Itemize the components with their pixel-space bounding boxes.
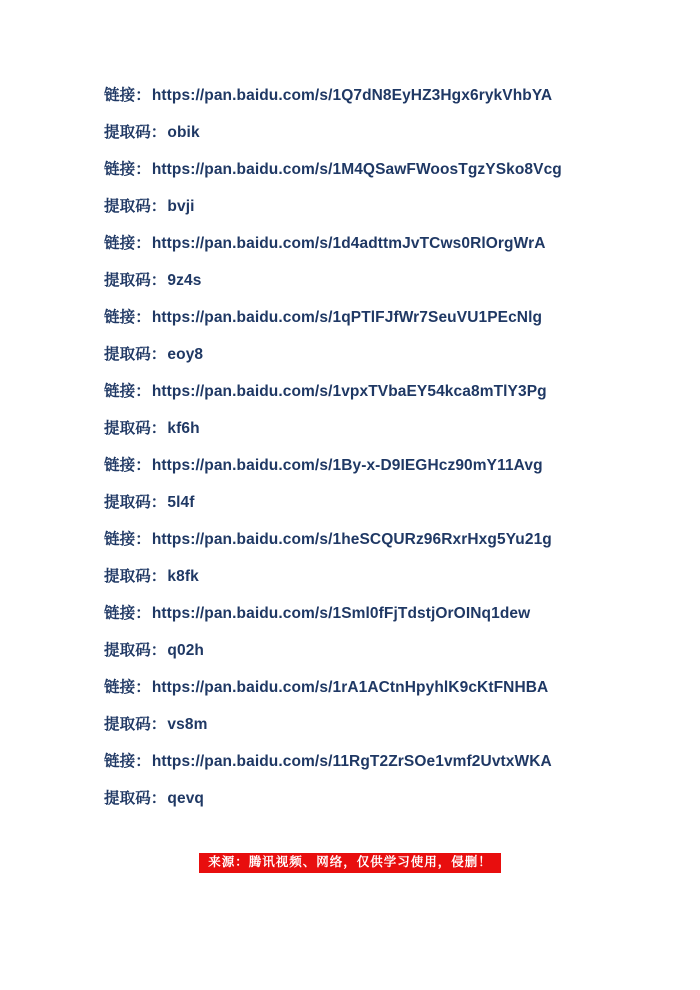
link-line [104,680,660,696]
link-line [104,236,660,252]
code-value: 9z4s [167,272,202,289]
link-label: 链接： [104,87,151,104]
link-label: 链接： [104,383,151,400]
link-line [104,606,660,622]
link-line [104,532,660,548]
code-line [104,643,660,659]
link-label: 链接： [104,457,151,474]
link-label: 链接： [104,235,151,252]
code-value: 5l4f [167,494,195,511]
code-line [104,199,660,215]
code-value: kf6h [167,420,200,437]
code-label: 提取码： [104,494,167,511]
code-line [104,791,660,807]
code-line [104,495,660,511]
code-line [104,569,660,585]
link-url: https://pan.baidu.com/s/1vpxTVbaEY54kca8mTlY3Pg [151,383,547,400]
link-label: 链接： [104,753,151,770]
code-value: qevq [167,790,204,807]
code-line [104,347,660,363]
link-line [104,458,660,474]
footer [0,853,700,873]
code-value: obik [167,124,200,141]
code-label: 提取码： [104,346,167,363]
link-line [104,88,660,104]
link-url: https://pan.baidu.com/s/1Sml0fFjTdstjOrOINq1dew [151,605,531,622]
code-value: q02h [167,642,204,659]
code-value: bvji [167,198,195,215]
code-label: 提取码： [104,420,167,437]
code-label: 提取码： [104,198,167,215]
link-url: https://pan.baidu.com/s/1By-x-D9IEGHcz90mY11Avg [151,457,543,474]
link-line [104,754,660,770]
link-url: https://pan.baidu.com/s/1d4adttmJvTCws0RlOrgWrA [151,235,546,252]
link-line [104,310,660,326]
code-label: 提取码： [104,716,167,733]
code-value: vs8m [167,716,208,733]
code-label: 提取码： [104,272,167,289]
link-label: 链接： [104,605,151,622]
link-label: 链接： [104,309,151,326]
code-value: eoy8 [167,346,204,363]
link-label: 链接： [104,531,151,548]
code-value: k8fk [167,568,199,585]
link-url: https://pan.baidu.com/s/11RgT2ZrSOe1vmf2UvtxWKA [151,753,552,770]
code-line [104,421,660,437]
code-line [104,717,660,733]
link-line [104,162,660,178]
code-label: 提取码： [104,790,167,807]
code-label: 提取码： [104,642,167,659]
link-label: 链接： [104,679,151,696]
code-label: 提取码： [104,124,167,141]
link-url: https://pan.baidu.com/s/1heSCQURz96RxrHxg5Yu21g [151,531,552,548]
link-line [104,384,660,400]
link-url: https://pan.baidu.com/s/1Q7dN8EyHZ3Hgx6rykVhbYA [151,87,553,104]
code-label: 提取码： [104,568,167,585]
code-line [104,125,660,141]
link-url: https://pan.baidu.com/s/1M4QSawFWoosTgzYSko8Vcg [151,161,562,178]
link-url: https://pan.baidu.com/s/1qPTlFJfWr7SeuVU1PEcNlg [151,309,543,326]
link-url: https://pan.baidu.com/s/1rA1ACtnHpyhlK9cKtFNHBA [151,679,549,696]
link-label: 链接： [104,161,151,178]
code-line [104,273,660,289]
source-banner: 来源：腾讯视频、网络，仅供学习使用，侵删！ [199,853,501,873]
